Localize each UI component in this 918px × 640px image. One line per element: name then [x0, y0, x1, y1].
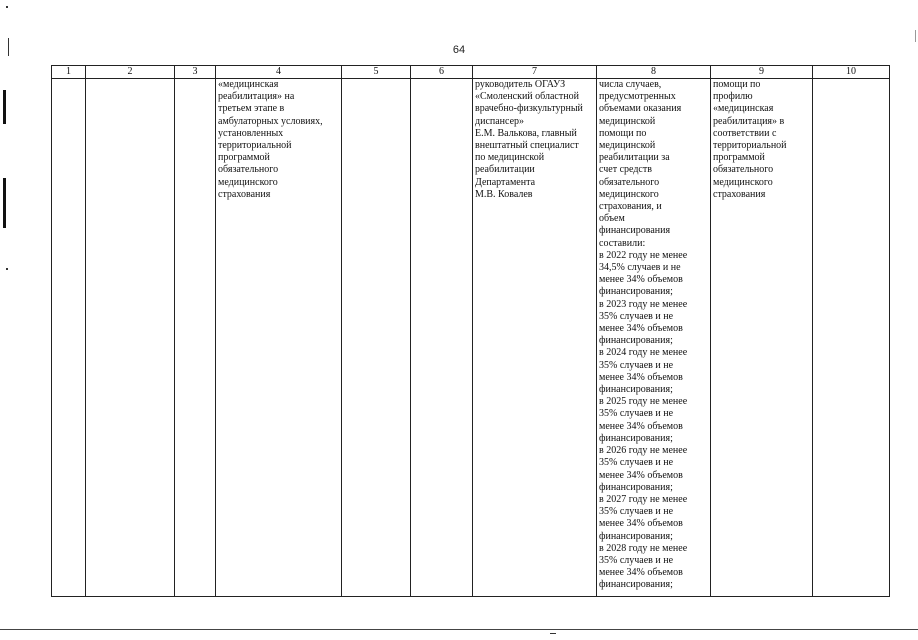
column-header-10: 10 [813, 66, 890, 79]
cell-col-1 [52, 79, 86, 597]
column-header-5: 5 [342, 66, 411, 79]
cell-col-10 [813, 79, 890, 597]
column-header-4: 4 [216, 66, 342, 79]
column-header-3: 3 [175, 66, 216, 79]
scan-margin-mark [3, 90, 6, 124]
scan-margin-mark [3, 178, 6, 228]
cell-col-8 [597, 79, 711, 597]
column-header-1: 1 [52, 66, 86, 79]
column-header-6: 6 [411, 66, 473, 79]
cell-text-4: «медицинская реабилитация» на третьем этапе в амбулаторных условиях, установленных территориальной программой обязательного медицинского страхования [218, 79, 323, 200]
column-header-2: 2 [86, 66, 175, 79]
cell-col-4 [216, 79, 342, 597]
cell-col-7 [473, 79, 597, 597]
cell-text-9: помощи по профилю «медицинская реабилитация» в соответствии с территориальной программой обязательного медицинского страхования [713, 79, 787, 200]
cell-col-3 [175, 79, 216, 597]
cell-col-5 [342, 79, 411, 597]
cell-text-8: числа случаев, предусмотренных объемами оказания медицинской помощи по медицинской реабилитации за счет средств обязательного медицинского страхования, и объем финансирования составили: в 2022 году не менее 34,5% случаев и не менее 34% объемов финансирования; в 2023 году не менее 35% случаев и не менее 34% объемов финансирования; в 2024 году не менее 35% случаев и не менее 34% объемов финансирования; в 2025 году не менее 35% случаев и не менее 34% объемов финансирования; в 2026 году не менее 35% случаев и не менее 34% объемов финансирования; в 2027 году не менее 35% случаев и не менее 34% объемов финансирования; в 2028 году не менее 35% случаев и не менее 34% объемов финансирования; [599, 79, 688, 591]
cell-col-6 [411, 79, 473, 597]
scan-speck [8, 38, 9, 56]
column-header-9: 9 [711, 66, 813, 79]
scan-speck [915, 30, 916, 42]
page-number: 64 [452, 44, 466, 56]
scan-speck [6, 268, 8, 270]
cell-text-7: руководитель ОГАУЗ «Смоленский областной врачебно-физкультурный диспансер» Е.М. Валькова, главный внештатный специалист по медицинской реабилитации Департамента М.В. Ковалев [475, 79, 583, 200]
column-header-8: 8 [597, 66, 711, 79]
scan-speck [550, 633, 556, 634]
document-table [51, 65, 890, 597]
cell-col-9 [711, 79, 813, 597]
scan-bottom-edge [0, 629, 918, 630]
column-number-row [52, 66, 890, 79]
cell-col-2 [86, 79, 175, 597]
scan-speck [6, 6, 8, 8]
column-header-7: 7 [473, 66, 597, 79]
table-row [52, 79, 890, 597]
